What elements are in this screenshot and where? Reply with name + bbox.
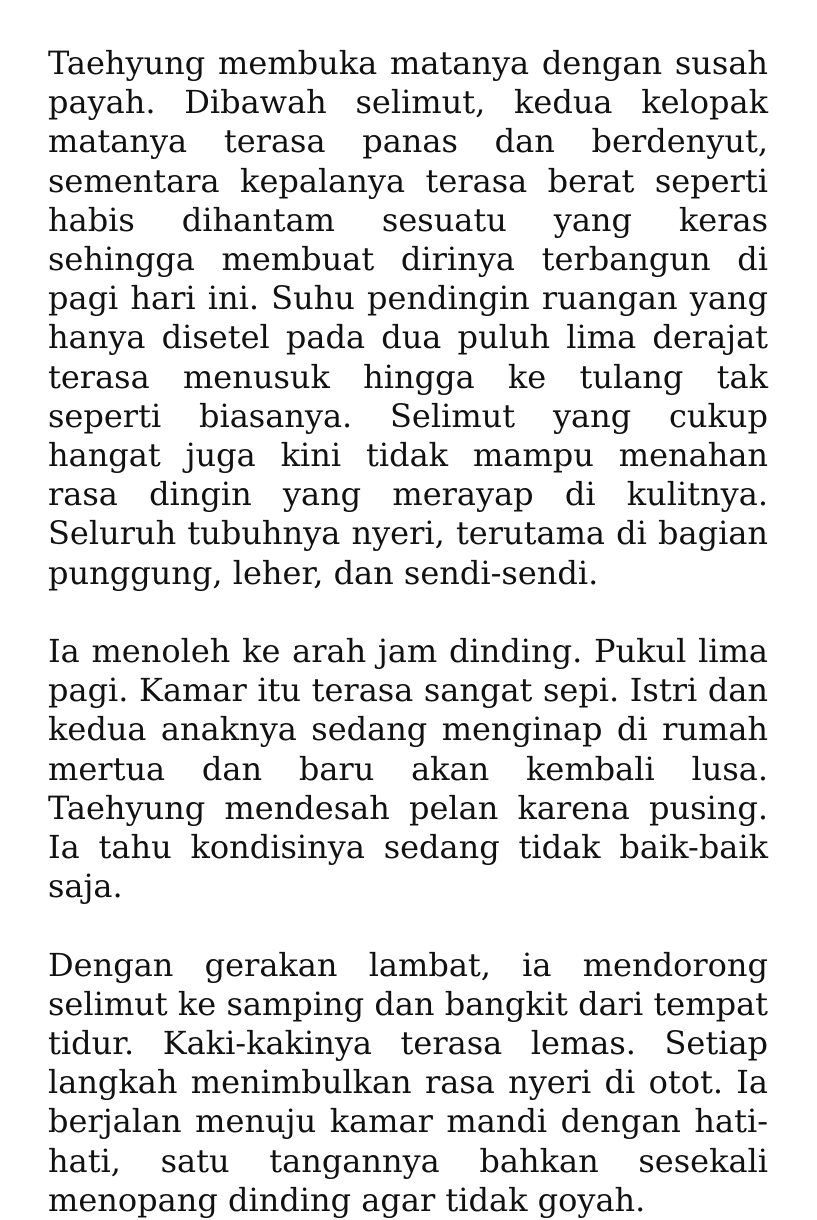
paragraph: Taehyung membuka matanya dengan susah payah. Dibawah selimut, kedua kelopak matanya terasa panas dan berdenyut, sementara kepalanya terasa berat seperti habis dihantam sesuatu yang keras sehingga membuat dirinya terbangun di pagi hari ini. Suhu pendingin ruangan yang hanya disetel pada dua puluh lima derajat terasa menusuk hingga ke tulang tak seperti biasanya. Selimut yang cukup hangat juga kini tidak mampu menahan rasa dingin yang merayap di kulitnya. Seluruh tubuhnya nyeri, terutama di bagian punggung, leher, dan sendi-sendi. bbox=[48, 44, 768, 592]
paragraph: Ia menoleh ke arah jam dinding. Pukul lima pagi. Kamar itu terasa sangat sepi. Istri dan kedua anaknya sedang menginap di rumah mertua dan baru akan kembali lusa. Taehyung mendesah pelan karena pusing. Ia tahu kondisinya sedang tidak baik-baik saja. bbox=[48, 632, 768, 906]
story-text bbox=[48, 44, 768, 1220]
paragraph: Dengan gerakan lambat, ia mendorong selimut ke samping dan bangkit dari tempat tidur. Kaki-kakinya terasa lemas. Setiap langkah menimbulkan rasa nyeri di otot. Ia berjalan menuju kamar mandi dengan hati-hati, satu tangannya bahkan sesekali menopang dinding agar tidak goyah. bbox=[48, 945, 768, 1219]
